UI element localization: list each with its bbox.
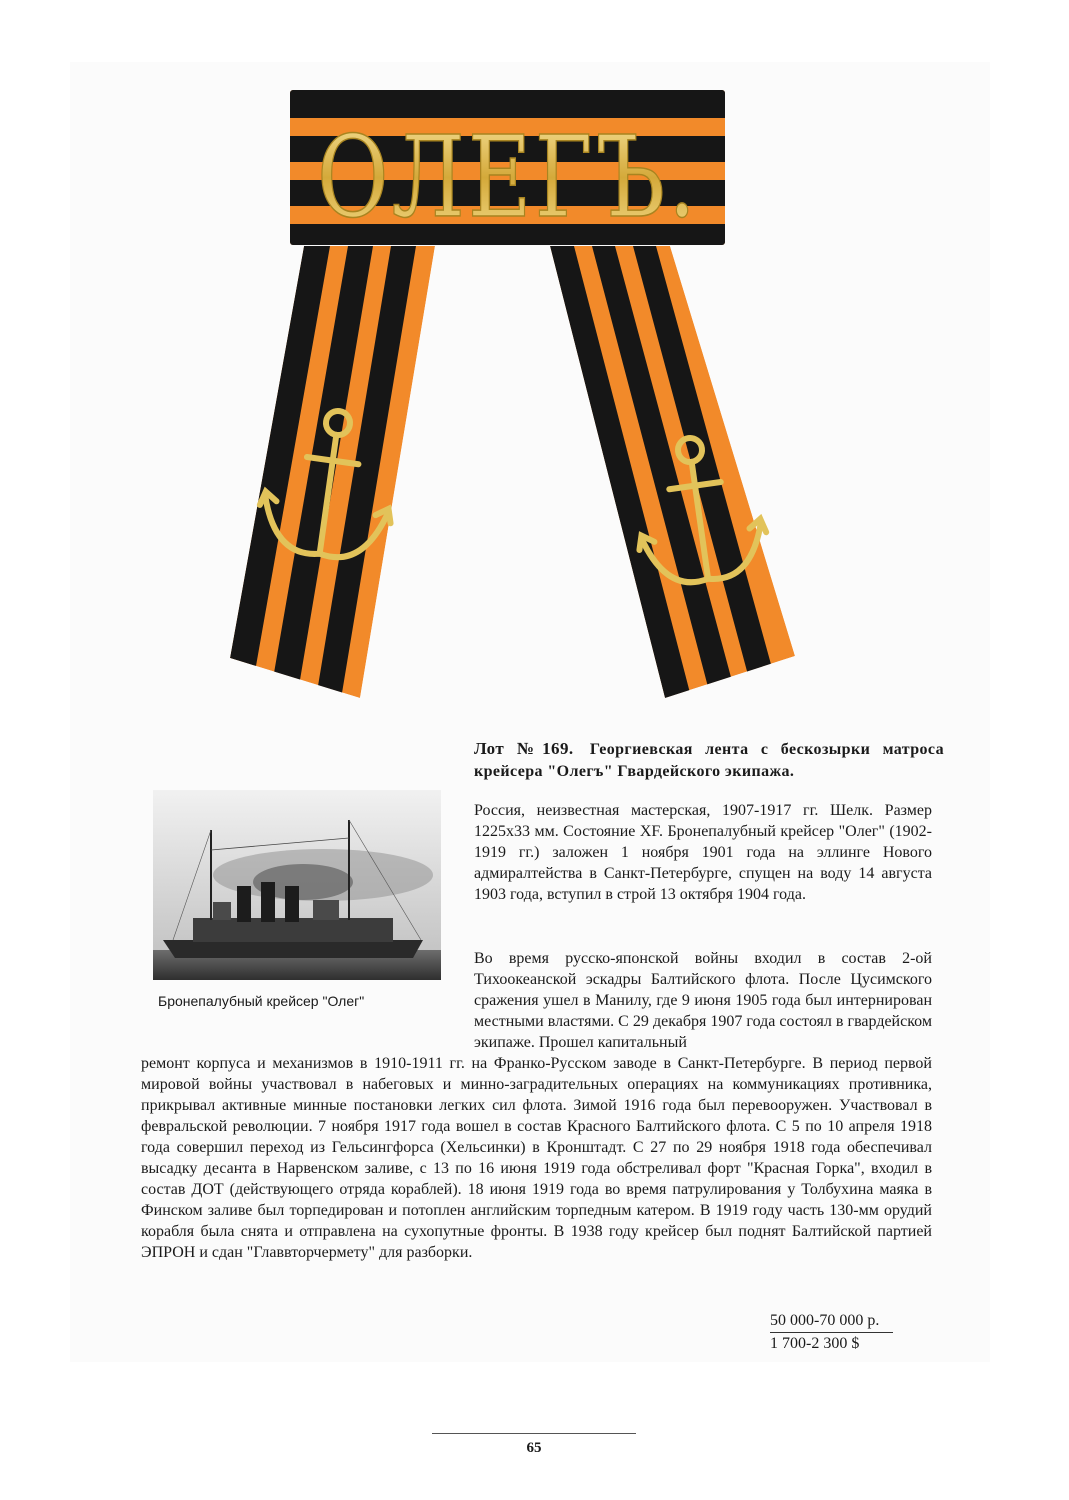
photo-caption: Бронепалубный крейсер "Олег"	[158, 993, 365, 1009]
lot-heading	[474, 738, 944, 783]
price-estimate	[770, 1310, 893, 1355]
lot-number: Лот №169.	[474, 739, 574, 758]
ribbon-inscription: ОЛЕГЪ.	[317, 112, 699, 243]
description-paragraph-1: Россия, неизвестная мастерская, 1907-1917 гг. Шелк. Размер 1225х33 мм. Состояние XF. Бронепалубный крейсер "Олег" (1902-1919 гг.) заложен 1 ноября 1901 года на эллинге Нового адмиралтейства в Санкт-Петербурге, спущен на воду 14 августа 1903 года, вступил в строй 13 октября 1904 года.	[474, 802, 932, 903]
description-paragraph-2-top: Во время русско-японской войны входил в состав 2-ой Тихоокеанской эскадры Балтийского флота. После Цусимского сражения ушел в Манилу, где 9 июня 1905 года был интернирован местными властями. С 29 декабря 1907 года состоял в гвардейском экипаже. Прошел капитальный	[474, 950, 932, 1051]
description-paragraph-2-bottom: ремонт корпуса и механизмов в 1910-1911 гг. на Франко-Русском заводе в Санкт-Петербурге. В период первой мировой войны участвовал в набеговых и минно-заградительных операциях на коммуникациях противника, прикрывал активные минные постановки легких сил флота. Зимой 1916 года был перевооружен. Участвовал в февральской революции. 7 ноября 1917 года вошел в состав Красного Балтийского флота. С 5 по 10 апреля 1918 года совершил переход из Гельсингфорса (Хельсинки) в Кронштадт. С 27 по 29 ноября 1918 года обеспечивал высадку десанта в Нарвенском заливе, с 13 по 16 июня 1919 года обстреливал форт "Красная Горка", входил в состав ДОТ (действующего отряда кораблей). 18 июня 1919 года во время патрулирования у Толбухина маяка в Финском заливе был торпедирован и потоплен английским торпедным катером. В 1919 году часть 130-мм орудий корабля была снята и отправлена на сухопутные фронты. В 1938 году крейсер был поднят Балтийской партией ЭПРОН и сдан "Главвторчермету" для разборки.	[141, 1055, 932, 1261]
ribbon-right-tail	[550, 246, 795, 698]
footer-divider	[432, 1433, 636, 1434]
cruiser-photo	[153, 790, 441, 980]
page-number: 65	[526, 1440, 542, 1456]
price-rub: 50 000-70 000 р.	[770, 1310, 893, 1333]
lot-title: Георгиевская лента с бескозырки матроса крейсера "Олегъ" Гвардейского экипажа.	[474, 741, 944, 780]
price-usd: 1 700-2 300 $	[770, 1335, 860, 1352]
st-george-ribbon-image	[220, 78, 820, 698]
